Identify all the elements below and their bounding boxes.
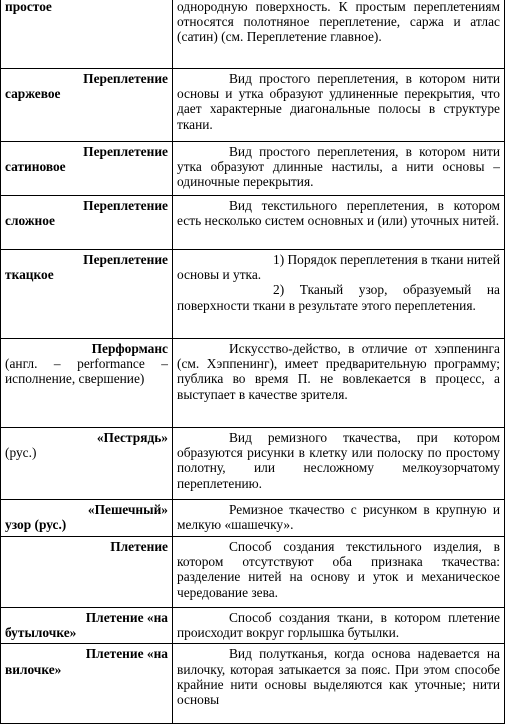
definition-cell [173, 500, 505, 537]
term-cell [1, 0, 173, 69]
glossary-row [1, 500, 505, 537]
term-cell [1, 339, 173, 428]
glossary-row [1, 339, 505, 428]
glossary-row [1, 0, 505, 69]
term-note: (рус.) [5, 445, 37, 461]
term-cell [1, 428, 173, 500]
term-cell [1, 644, 173, 724]
definition-text: Способ создания ткани, в котором плетение происходит вокруг горлышка бутылки. [177, 610, 500, 641]
term-text: Переплетение [83, 252, 168, 267]
term-text: сатиновое [5, 159, 66, 175]
glossary-row [1, 142, 505, 196]
term-note: (англ. – performance – исполнение, свершение) [5, 356, 168, 387]
term-text: Переплетение [83, 144, 168, 159]
term-text: Плетение [110, 539, 168, 554]
definition-cell [173, 0, 505, 69]
glossary-row [1, 608, 505, 644]
definition-cell [173, 339, 505, 428]
definition-cell [173, 608, 505, 644]
term-cell [1, 69, 173, 142]
definition-cell [173, 69, 505, 142]
term-cell [1, 250, 173, 339]
term-text: саржевое [5, 86, 61, 102]
term-cell [1, 500, 173, 537]
term-text: «Пестрядь» [96, 430, 168, 445]
definition-text: Ремизное ткачество с рисунком в крупную и мелкую «шашечку». [177, 502, 500, 533]
term-text: Плетение «на [85, 610, 168, 625]
definition-cell [173, 428, 505, 500]
definition-text: Вид простого переплетения, в котором нити основы и утка образуют удлиненные перекрытия, что дает характерные диагональные полосы в структуре ткани. [177, 71, 500, 132]
term-cell [1, 608, 173, 644]
term-text: простое [5, 0, 52, 14]
term-cell [1, 196, 173, 250]
definition-text: Вид текстильного переплетения, в котором есть несколько систем основных и (или) уточных нитей. [177, 198, 500, 229]
term-cell [1, 537, 173, 608]
definition-text: Способ создания текстильного изделия, в котором отсутствуют оба признака ткачества: разделение нитей на основу и уток и механическое чередование зева. [177, 539, 500, 600]
glossary-row [1, 537, 505, 608]
term-text: узор (рус.) [5, 517, 67, 533]
definition-text: Вид простого переплетения, в котором нити утка образуют длинные настилы, а нити основы – одиночные перекрытия. [177, 144, 500, 190]
glossary-row [1, 250, 505, 339]
term-text: Плетение «на [85, 646, 168, 662]
definition-text: однородную поверхность. К простым переплетениям относятся полотняное переплетение, саржа и атлас (сатин) (см. Переплетение главное). [177, 0, 500, 45]
glossary-row [1, 196, 505, 250]
definition-cell [173, 250, 505, 339]
term-text: бутылочке» [5, 625, 77, 641]
term-text: сложное [5, 213, 55, 229]
definition-text: Вид полутканья, когда основа надевается на вилочку, которая затыкается за пояс. При этом способе крайние нити основы выделяются как уточные; нити основы [177, 646, 500, 708]
glossary-row [1, 69, 505, 142]
definition-text: 1) Порядок переплетения в ткани нитей основы и утка. [177, 252, 500, 283]
term-text: «Пешечный» [87, 502, 168, 517]
term-text: Перформанс [91, 341, 168, 356]
term-cell [1, 142, 173, 196]
term-text: ткацкое [5, 267, 54, 283]
term-text: Переплетение [83, 198, 168, 213]
term-text: Переплетение [83, 71, 168, 86]
term-text: вилочке» [5, 661, 62, 677]
definition-cell [173, 537, 505, 608]
definition-cell [173, 196, 505, 250]
glossary-row [1, 428, 505, 500]
definition-text: Вид ремизного ткачества, при котором образуются рисунки в клетку или полоску по простому полотну, или несложному мелкоузорчатому переплетению. [177, 430, 500, 491]
definition-cell [173, 644, 505, 724]
definition-cell [173, 142, 505, 196]
glossary-row [1, 644, 505, 724]
definition-text: Искусство-действо, в отличие от хэппенинга (см. Хэппенинг), имеет предварительную программу; публика во время П. не вовлекается в процесс, а выступает в качестве зрителя. [177, 341, 500, 402]
definition-text: 2) Тканый узор, образуемый на поверхности ткани в результате этого переплетения. [177, 282, 500, 313]
